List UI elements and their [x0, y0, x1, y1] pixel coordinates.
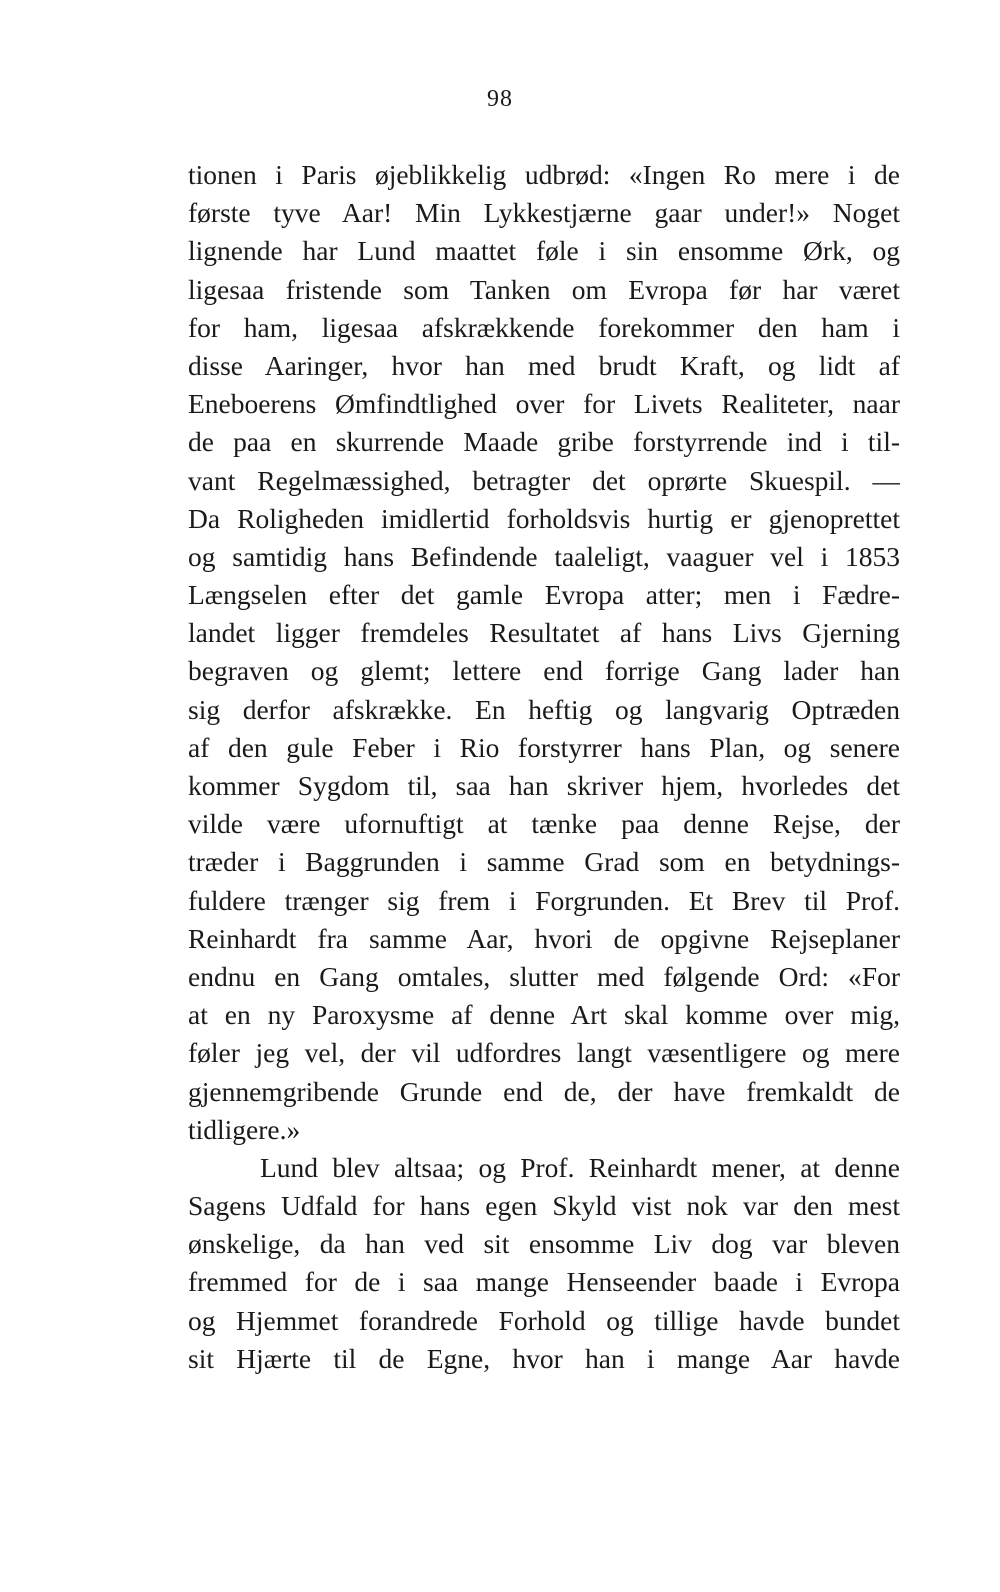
paragraph-1 [188, 156, 900, 1149]
text-line: kommer Sygdom til, saa han skriver hjem, hvorledes det [188, 770, 900, 801]
text-line: for ham, ligesaa afskrækkende forekommer den ham i [188, 311, 900, 343]
text-line: begraven og glemt; lettere end forrige Gang lader han [188, 655, 900, 687]
text-line-indented: Lund blev altsaa; og Prof. Reinhardt mener, at denne [260, 1151, 900, 1183]
text-line: ligesaa fristende som Tanken om Evropa før har været [188, 273, 900, 305]
text-line: de paa en skurrende Maade gribe forstyrrende ind i til- [188, 426, 900, 458]
page-number: 98 [487, 86, 513, 112]
text-line: sit Hjærte til de Egne, hvor han i mange Aar havde [188, 1342, 900, 1374]
text-line: Sagens Udfald for hans egen Skyld vist nok var den mest [188, 1190, 900, 1222]
text-line: første tyve Aar! Min Lykkestjærne gaar under!» Noget [188, 197, 900, 229]
text-line: Da Roligheden imidlertid forholdsvis hurtig er gjenoprettet [188, 502, 900, 534]
text-line: ønskelige, da han ved sit ensomme Liv dog var bleven [188, 1228, 900, 1260]
text-line: og samtidig hans Befindende taaleligt, vaaguer vel i 1853 [188, 540, 900, 572]
text-line: føler jeg vel, der vil udfordres langt væsentligere og mere [188, 1037, 900, 1069]
text-line: sig derfor afskrække. En heftig og langvarig Optræden [188, 693, 900, 725]
paragraph-2 [188, 1149, 900, 1378]
text-line: Reinhardt fra samme Aar, hvori de opgivne Rejseplaner [188, 922, 900, 954]
text-line: vilde være ufornuftigt at tænke paa denne Rejse, der [188, 808, 900, 840]
text-line: landet ligger fremdeles Resultatet af hans Livs Gjerning [188, 617, 900, 649]
text-line: disse Aaringer, hvor han med brudt Kraft, og lidt af [188, 349, 900, 381]
text-line: Eneboerens Ømfindtlighed over for Livets Realiteter, naar [188, 388, 900, 420]
text-line: fuldere trænger sig frem i Forgrunden. Et Brev til Prof. [188, 884, 900, 916]
text-line: fremmed for de i saa mange Henseender baade i Evropa [188, 1266, 900, 1298]
text-line: vant Regelmæssighed, betragter det oprørte Skuespil. — [188, 464, 900, 496]
text-line: gjennemgribende Grunde end de, der have fremkaldt de [188, 1075, 900, 1107]
text-line: lignende har Lund maattet føle i sin ensomme Ørk, og [188, 235, 900, 267]
text-line: endnu en Gang omtales, slutter med følgende Ord: «For [188, 960, 900, 992]
text-line: af den gule Feber i Rio forstyrrer hans Plan, og senere [188, 731, 900, 763]
text-line: tionen i Paris øjeblikkelig udbrød: «Ingen Ro mere i de [188, 159, 900, 190]
text-line-last: tidligere.» [188, 1113, 301, 1145]
text-line: træder i Baggrunden i samme Grad som en betydnings- [188, 846, 900, 878]
text-line: og Hjemmet forandrede Forhold og tillige havde bundet [188, 1304, 900, 1336]
text-line: at en ny Paroxysme af denne Art skal komme over mig, [188, 999, 900, 1031]
text-line: Længselen efter det gamle Evropa atter; men i Fædre- [188, 579, 900, 611]
body-text [188, 156, 900, 1378]
